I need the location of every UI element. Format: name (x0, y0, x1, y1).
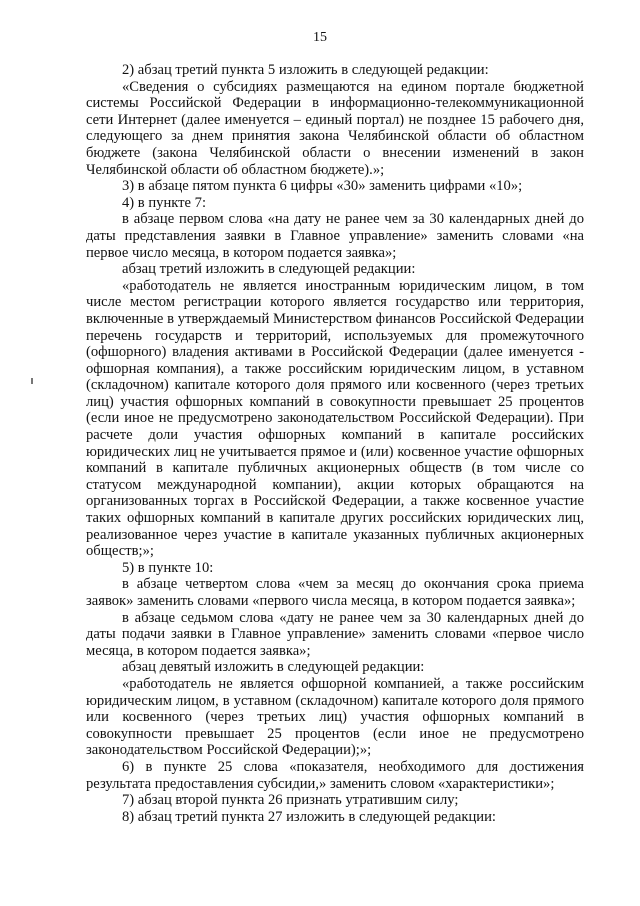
document-body (86, 62, 584, 825)
paragraph-clause-7-third-intro: абзац третий изложить в следующей редакции: (122, 261, 416, 278)
page-number: 15 (313, 30, 327, 45)
paragraph-subsidy-info-quote: «Сведения о субсидиях размещаются на едином портале бюджетной системы Российской Федерации в информационно-телекоммуникационной сети Интернет (далее именуется – единый портал) не позднее 15 рабочего дня, следующего за днем принятия закона Челябинской области об областном бюджете (закона Челябинской области о внесении изменений в закон Челябинской области об областном бюджете).»; (86, 78, 584, 178)
paragraph-amendment-8: 8) абзац третий пункта 27 изложить в следующей редакции: (122, 808, 496, 825)
scan-artifact-mark (31, 378, 33, 384)
paragraph-offshore-company-quote: «работодатель не является офшорной компанией, а также российским юридическим лицом, в уставном (складочном) капитале которого доля прямого или косвенного (через третьих лиц) участия офшорных компаний в совокупности превышает 25 процентов (если иное не предусмотрено законодательством Российской Федерации);»; (86, 675, 584, 759)
paragraph-clause-10-ninth-intro: абзац девятый изложить в следующей редакции: (122, 659, 425, 676)
paragraph-amendment-3: 3) в абзаце пятом пункта 6 цифры «30» заменить цифрами «10»; (122, 178, 523, 195)
paragraph-amendment-4: 4) в пункте 7: (122, 194, 207, 211)
paragraph-offshore-employer-quote: «работодатель не является иностранным юридическим лицом, в том числе местом регистрации которого является государство или территория, включенные в утверждаемый Министерством финансов Российской Федерации перечень государств и территорий, используемых для промежуточного (офшорного) владения активами в Российской Федерации (далее именуется - офшорная компания), а также российским юридическим лицом, в уставном (складочном) капитале которого доля прямого или косвенного (через третьих лиц) участия офшорных компаний в совокупности превышает 25 процентов (если иное не предусмотрено законодательством Российской Федерации). При расчете доли участия офшорных компаний в капитале российских юридических лиц не учитывается прямое и (или) косвенное участие офшорных компаний в капитале публичных акционерных обществ (в том числе со статусом международной компании), акции которых обращаются на организованных торгах в Российской Федерации, а также косвенное участие таких офшорных компаний в капитале других российских юридических лиц, реализованное через участие в капитале указанных публичных акционерных обществ;»; (86, 277, 584, 560)
paragraph-clause-10-seventh: в абзаце седьмом слова «дату не ранее чем за 30 календарных дней до даты подачи заявки в Главное управление» заменить словами «первое число месяца, в котором подается заявка»; (86, 609, 584, 659)
paragraph-clause-7-first: в абзаце первом слова «на дату не ранее чем за 30 календарных дней до даты представления заявки в Главное управление» заменить словами «на первое число месяца, в котором подается заявка»; (86, 211, 584, 261)
paragraph-amendment-2: 2) абзац третий пункта 5 изложить в следующей редакции: (122, 62, 489, 78)
paragraph-amendment-6: 6) в пункте 25 слова «показателя, необходимого для достижения результата предоставления субсидии,» заменить словом «характеристики»; (86, 758, 584, 792)
paragraph-clause-10-fourth: в абзаце четвертом слова «чем за месяц до окончания срока приема заявок» заменить словами «первого числа месяца, в котором подается заявка»; (86, 576, 584, 609)
paragraph-amendment-5: 5) в пункте 10: (122, 559, 214, 576)
paragraph-amendment-7: 7) абзац второй пункта 26 признать утратившим силу; (122, 792, 459, 809)
